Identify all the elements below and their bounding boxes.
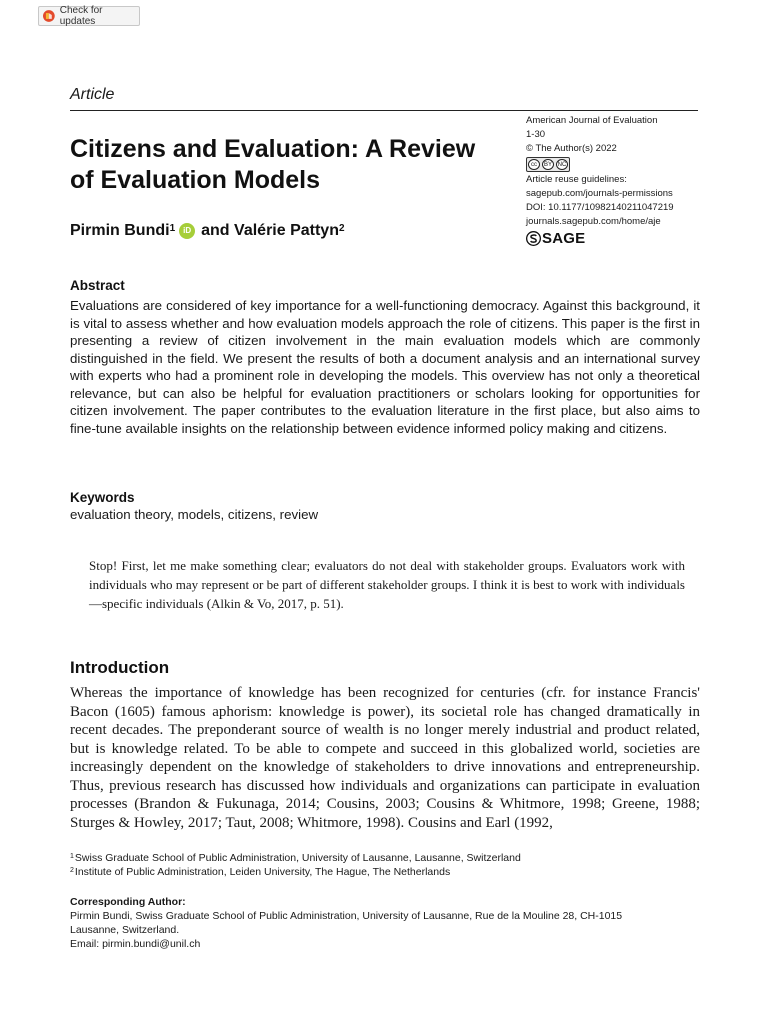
journal-meta-block bbox=[526, 114, 706, 246]
page-range: 1-30 bbox=[526, 129, 546, 140]
journal-name: American Journal of Evaluation bbox=[526, 115, 658, 126]
abstract-heading: Abstract bbox=[70, 278, 125, 293]
orcid-icon[interactable]: iD bbox=[179, 223, 195, 239]
introduction-heading: Introduction bbox=[70, 658, 170, 677]
epigraph-quote: Stop! First, let me make something clear; evaluators do not deal with stakeholder groups. Evaluators work with individuals who may represent or be part of different stakeholder groups. I think it is best to work with individuals—specific individuals (Alkin & Vo, 2017, p. 51). bbox=[89, 558, 685, 611]
author-name: Pirmin Bundi bbox=[70, 222, 170, 239]
author-line bbox=[70, 222, 345, 240]
author-name: Valérie Pattyn bbox=[234, 222, 339, 239]
footnote-text: Swiss Graduate School of Public Administration, University of Lausanne, Lausanne, Switzerland bbox=[74, 852, 521, 864]
keywords-heading: Keywords bbox=[70, 490, 135, 505]
affiliation-footnotes bbox=[70, 851, 710, 879]
reuse-label: Article reuse guidelines: bbox=[526, 174, 627, 185]
article-type-label: Article bbox=[70, 86, 115, 103]
corresponding-heading: Corresponding Author: bbox=[70, 896, 186, 908]
author-connector: and bbox=[201, 222, 230, 239]
introduction-text: Whereas the importance of knowledge has been recognized for centuries (cfr. for instance Francis' Bacon (1605) famous aphorism: knowledge is power), its societal role has changed dramatically in recent decades. The preponderant source of wealth is no longer merely industrial and product related, but is knowledge related. To be able to compete and succeed in this globalized world, societies are increasingly dependent on the knowledge of stakeholders to drive innovations and entrepreneurship. Thus, previous research has discussed how individuals and organizations can participate in evaluation processes (Brandon & Fukunaga, 2014; Cousins, 2003; Cousins & Whitmore, 1998; Greene, 1988; Sturges & Howley, 2017; Taut, 2008; Whitmore, 1998). Cousins and Earl (1992, bbox=[70, 685, 700, 831]
by-icon: BY bbox=[542, 159, 554, 170]
author-affiliation-marker: 2 bbox=[338, 222, 345, 234]
paper-title: Citizens and Evaluation: A Review of Evaluation Models bbox=[70, 135, 476, 194]
sage-logo-icon bbox=[526, 231, 541, 246]
corresponding-email[interactable]: Email: pirmin.bundi@unil.ch bbox=[70, 938, 201, 950]
corresponding-address-cont: Lausanne, Switzerland. bbox=[70, 924, 180, 936]
keywords-text: evaluation theory, models, citizens, review bbox=[70, 507, 319, 522]
abstract-text: Evaluations are considered of key importance for a well-functioning democracy. Against this background, it is vital to assess whether and how evaluation models approach the role of citizens. This paper is the first in presenting a review of citizen involvement in the main evaluation models which are commonly distinguished in the field. We present the results of both a document analysis and an international survey with experts who had a prominent role in developing the models. This overview has not only a theoretical relevance, but can also be helpful for evaluation practitioners or scholars looking for opportunities for citizen involvement. The paper contributes to the evaluation literature in the first place, but also aims to fine-tune available insights on the relationship between evidence informed policy making and citizens. bbox=[70, 298, 700, 436]
footnote-number: 2 bbox=[70, 867, 74, 874]
nc-icon: NC bbox=[556, 159, 568, 170]
journal-home-link[interactable]: journals.sagepub.com/home/aje bbox=[526, 216, 661, 227]
author-affiliation-marker: 1 bbox=[169, 222, 176, 234]
copyright-line: © The Author(s) 2022 bbox=[526, 143, 617, 154]
publisher-name: SAGE bbox=[542, 229, 586, 247]
corresponding-address: Pirmin Bundi, Swiss Graduate School of Public Administration, University of Lausanne, Rue de la Mouline 28, CH-1015 bbox=[70, 910, 623, 922]
doi-link[interactable]: DOI: 10.1177/10982140211047219 bbox=[526, 202, 674, 213]
check-for-updates-label: Check for updates bbox=[59, 5, 103, 27]
footnote bbox=[70, 865, 710, 879]
corresponding-author-block bbox=[70, 895, 710, 951]
header-rule bbox=[70, 110, 698, 111]
update-check-icon bbox=[43, 10, 55, 22]
footnote bbox=[70, 851, 710, 865]
footnote-text: Institute of Public Administration, Leiden University, The Hague, The Netherlands bbox=[74, 866, 451, 878]
creative-commons-icon bbox=[526, 157, 570, 172]
check-for-updates-button[interactable] bbox=[38, 6, 140, 26]
footnote-number: 1 bbox=[70, 853, 74, 860]
reuse-link[interactable]: sagepub.com/journals-permissions bbox=[526, 188, 673, 199]
cc-icon: cc bbox=[528, 159, 540, 170]
publisher-logo bbox=[526, 231, 706, 246]
